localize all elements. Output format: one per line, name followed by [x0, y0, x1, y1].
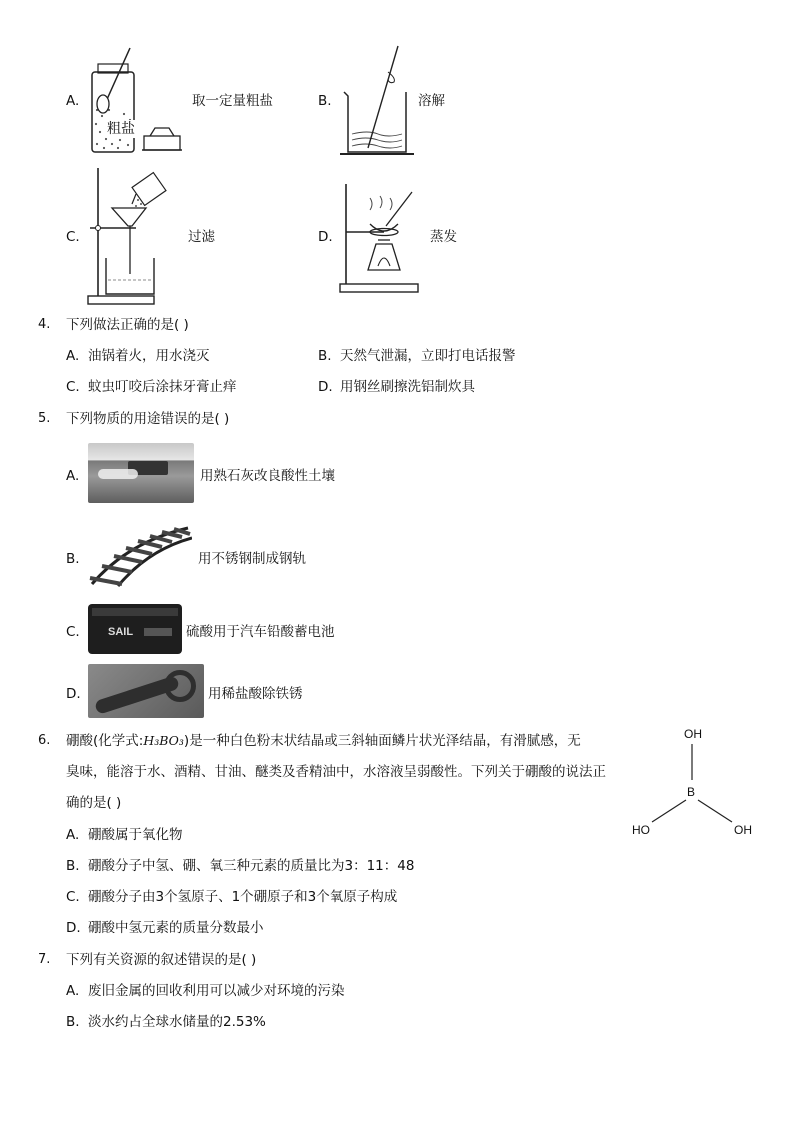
q6-stem-line3: 确的是( ): [66, 795, 122, 811]
structure-top-oh: OH: [684, 727, 702, 741]
q5-option-c-letter: C.: [66, 624, 80, 640]
q6-stem-line2: 臭味，能溶于水、酒精、甘油、醚类及香精油中，水溶液呈弱酸性。下列关于硼酸的说法正: [66, 764, 606, 780]
q3-option-c-text: 过滤: [188, 229, 215, 245]
q4-option-d-text: 用钢丝刷擦洗铝制炊具: [340, 379, 475, 395]
q6-option-d-letter: D.: [66, 920, 81, 936]
q5-option-b-letter: B.: [66, 551, 80, 567]
q4-option-c-letter: C.: [66, 379, 80, 395]
q3-option-a-text: 取一定量粗盐: [192, 93, 273, 109]
q5-number: 5.: [38, 411, 51, 426]
boric-acid-structure: [628, 722, 758, 842]
structure-left-ho: HO: [632, 823, 650, 837]
q4-option-b-text: 天然气泄漏，立即打电话报警: [340, 348, 516, 364]
q5-stem: 下列物质的用途错误的是( ): [66, 411, 230, 427]
q4-option-d-letter: D.: [318, 379, 333, 395]
q4-option-a-letter: A.: [66, 348, 80, 364]
q6-stem-part2: )是一种白色粉末状结晶或三斜轴面鳞片状光泽结晶，有滑腻感，无: [183, 733, 581, 749]
q6-stem-part1: 硼酸(化学式:: [66, 733, 144, 749]
salt-bottle-label: 粗盐: [107, 121, 135, 137]
car-battery-label: SAIL: [108, 626, 134, 638]
q6-option-c-letter: C.: [66, 889, 80, 905]
q3-option-b-text: 溶解: [418, 93, 445, 109]
q3-option-c-letter: C.: [66, 229, 80, 245]
q6-option-d-text: 硼酸中氢元素的质量分数最小: [88, 920, 264, 936]
q7-stem: 下列有关资源的叙述错误的是( ): [66, 952, 257, 968]
q4-option-b-letter: B.: [318, 348, 332, 364]
q6-stem-line1: [66, 732, 581, 750]
q5-option-d-text: 用稀盐酸除铁锈: [208, 686, 303, 702]
filtration-figure: [84, 166, 184, 308]
q5-option-b-text: 用不锈钢制成钢轨: [198, 551, 306, 567]
q7-number: 7.: [38, 952, 51, 967]
railway-track-photo: [88, 522, 192, 588]
structure-center-b: B: [687, 785, 696, 799]
q3-option-d-text: 蒸发: [430, 229, 457, 245]
q5-option-a-letter: A.: [66, 468, 80, 484]
salt-bottle-figure: [84, 44, 190, 156]
q6-option-c-text: 硼酸分子由3个氢原子、1个硼原子和3个氧原子构成: [88, 889, 398, 905]
rusty-pipe-photo: [88, 664, 204, 718]
beaker-stirring-figure: [338, 42, 416, 158]
q4-option-c-text: 蚊虫叮咬后涂抹牙膏止痒: [88, 379, 237, 395]
q7-option-a-letter: A.: [66, 983, 80, 999]
q7-option-b-text: 淡水约占全球水储量的2.53%: [88, 1014, 266, 1030]
q4-number: 4.: [38, 317, 51, 332]
q7-option-b-letter: B.: [66, 1014, 80, 1030]
structure-right-oh: OH: [734, 823, 752, 837]
q6-option-a-letter: A.: [66, 827, 80, 843]
car-battery-photo: [88, 604, 182, 654]
q6-formula: H₃BO₃: [143, 733, 184, 748]
q3-option-d-letter: D.: [318, 229, 333, 245]
q6-option-b-text: 硼酸分子中氢、硼、氧三种元素的质量比为3：11：48: [88, 858, 415, 874]
q5-option-a-text: 用熟石灰改良酸性土壤: [200, 468, 335, 484]
q5-option-c-text: 硫酸用于汽车铅酸蓄电池: [186, 624, 335, 640]
q6-number: 6.: [38, 733, 51, 748]
q5-option-d-letter: D.: [66, 686, 81, 702]
evaporation-figure: [338, 180, 426, 306]
q4-option-a-text: 油锅着火，用水浇灭: [88, 348, 210, 364]
q3-option-b-letter: B.: [318, 93, 332, 109]
tractor-field-photo: [88, 443, 194, 503]
q3-option-a-letter: A.: [66, 93, 80, 109]
q4-stem: 下列做法正确的是( ): [66, 317, 189, 333]
q6-option-a-text: 硼酸属于氧化物: [88, 827, 183, 843]
q7-option-a-text: 废旧金属的回收利用可以减少对环境的污染: [88, 983, 345, 999]
q6-option-b-letter: B.: [66, 858, 80, 874]
